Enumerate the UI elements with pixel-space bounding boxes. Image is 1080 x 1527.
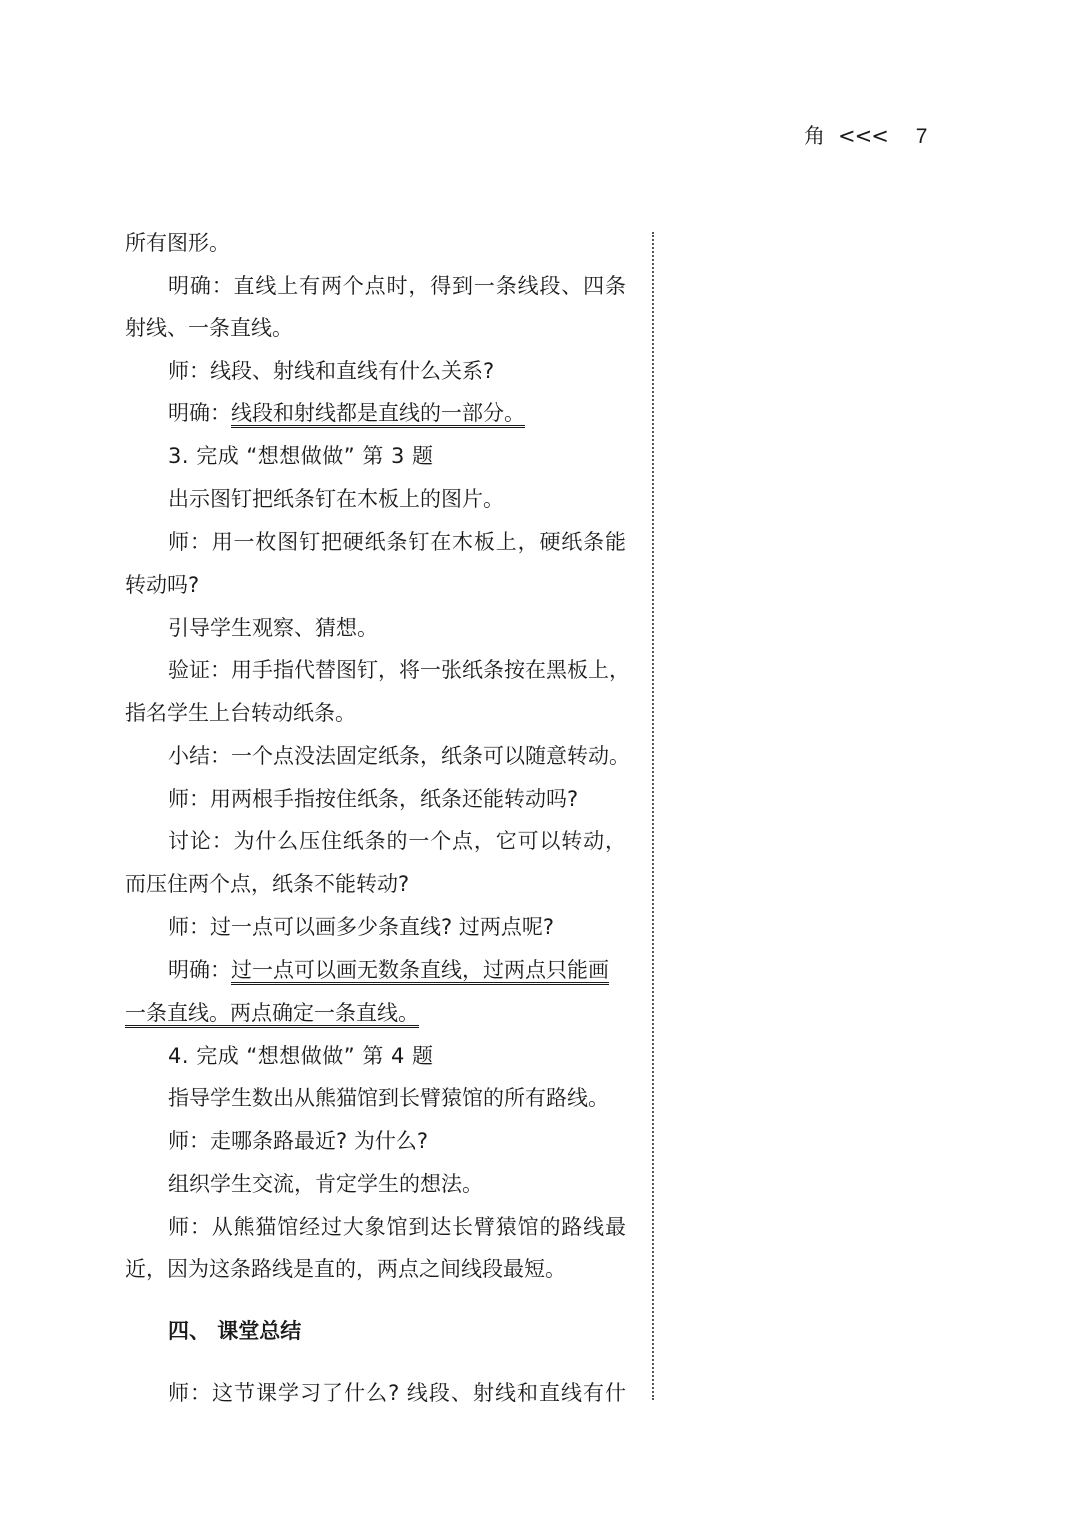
text-line: 射线、一条直线。: [125, 316, 293, 340]
underlined-conclusion: 过一点可以画无数条直线，过两点只能画: [231, 958, 609, 982]
dotted-divider: [652, 232, 654, 1400]
text-label: 明确：: [168, 958, 231, 982]
chevrons-icon: <<<: [838, 124, 888, 148]
text-line: [168, 398, 525, 428]
text-label: 明确：: [168, 401, 231, 425]
text-line: 师：过一点可以画多少条直线? 过两点呢?: [168, 915, 554, 939]
text-line: 讨论：为什么压住纸条的一个点，它可以转动，: [168, 829, 626, 853]
text-line: 转动吗?: [125, 573, 200, 597]
text-line: 所有图形。: [125, 231, 230, 255]
text-line: 出示图钉把纸条钉在木板上的图片。: [168, 487, 504, 511]
page-number: 7: [915, 125, 929, 148]
text-line: 指导学生数出从熊猫馆到长臂猿馆的所有路线。: [168, 1086, 609, 1110]
text-line: 师：线段、射线和直线有什么关系?: [168, 359, 495, 383]
text-line: 小结：一个点没法固定纸条，纸条可以随意转动。: [168, 744, 630, 768]
chapter-title: 角: [804, 124, 826, 148]
text-line: 近，因为这条路线是直的，两点之间线段最短。: [125, 1257, 566, 1281]
underlined-conclusion: 线段和射线都是直线的一部分。: [231, 401, 525, 425]
text-line: 组织学生交流，肯定学生的想法。: [168, 1172, 483, 1196]
text-line: 明确：直线上有两个点时，得到一条线段、四条: [168, 274, 626, 298]
section-heading: 四、 课堂总结: [168, 1319, 302, 1343]
text-line: 师：用两根手指按住纸条，纸条还能转动吗?: [168, 787, 579, 811]
text-line: 师：这节课学习了什么? 线段、射线和直线有什: [168, 1381, 626, 1405]
text-line: 验证：用手指代替图钉，将一张纸条按在黑板上，: [168, 658, 630, 682]
text-line: 指名学生上台转动纸条。: [125, 701, 356, 725]
text-line: 师：从熊猫馆经过大象馆到达长臂猿馆的路线最: [168, 1215, 626, 1239]
text-line: 师：用一枚图钉把硬纸条钉在木板上，硬纸条能: [168, 530, 626, 554]
page-header: [804, 120, 928, 150]
text-line: 而压住两个点，纸条不能转动?: [125, 872, 410, 896]
text-line: 师：走哪条路最近? 为什么?: [168, 1129, 428, 1153]
subsection-heading: 4. 完成 “想想做做” 第 4 题: [168, 1044, 434, 1068]
subsection-heading: 3. 完成 “想想做做” 第 3 题: [168, 444, 434, 468]
text-line: 引导学生观察、猜想。: [168, 616, 378, 640]
underlined-conclusion: 一条直线。两点确定一条直线。: [125, 1001, 419, 1025]
text-line: [168, 955, 609, 985]
